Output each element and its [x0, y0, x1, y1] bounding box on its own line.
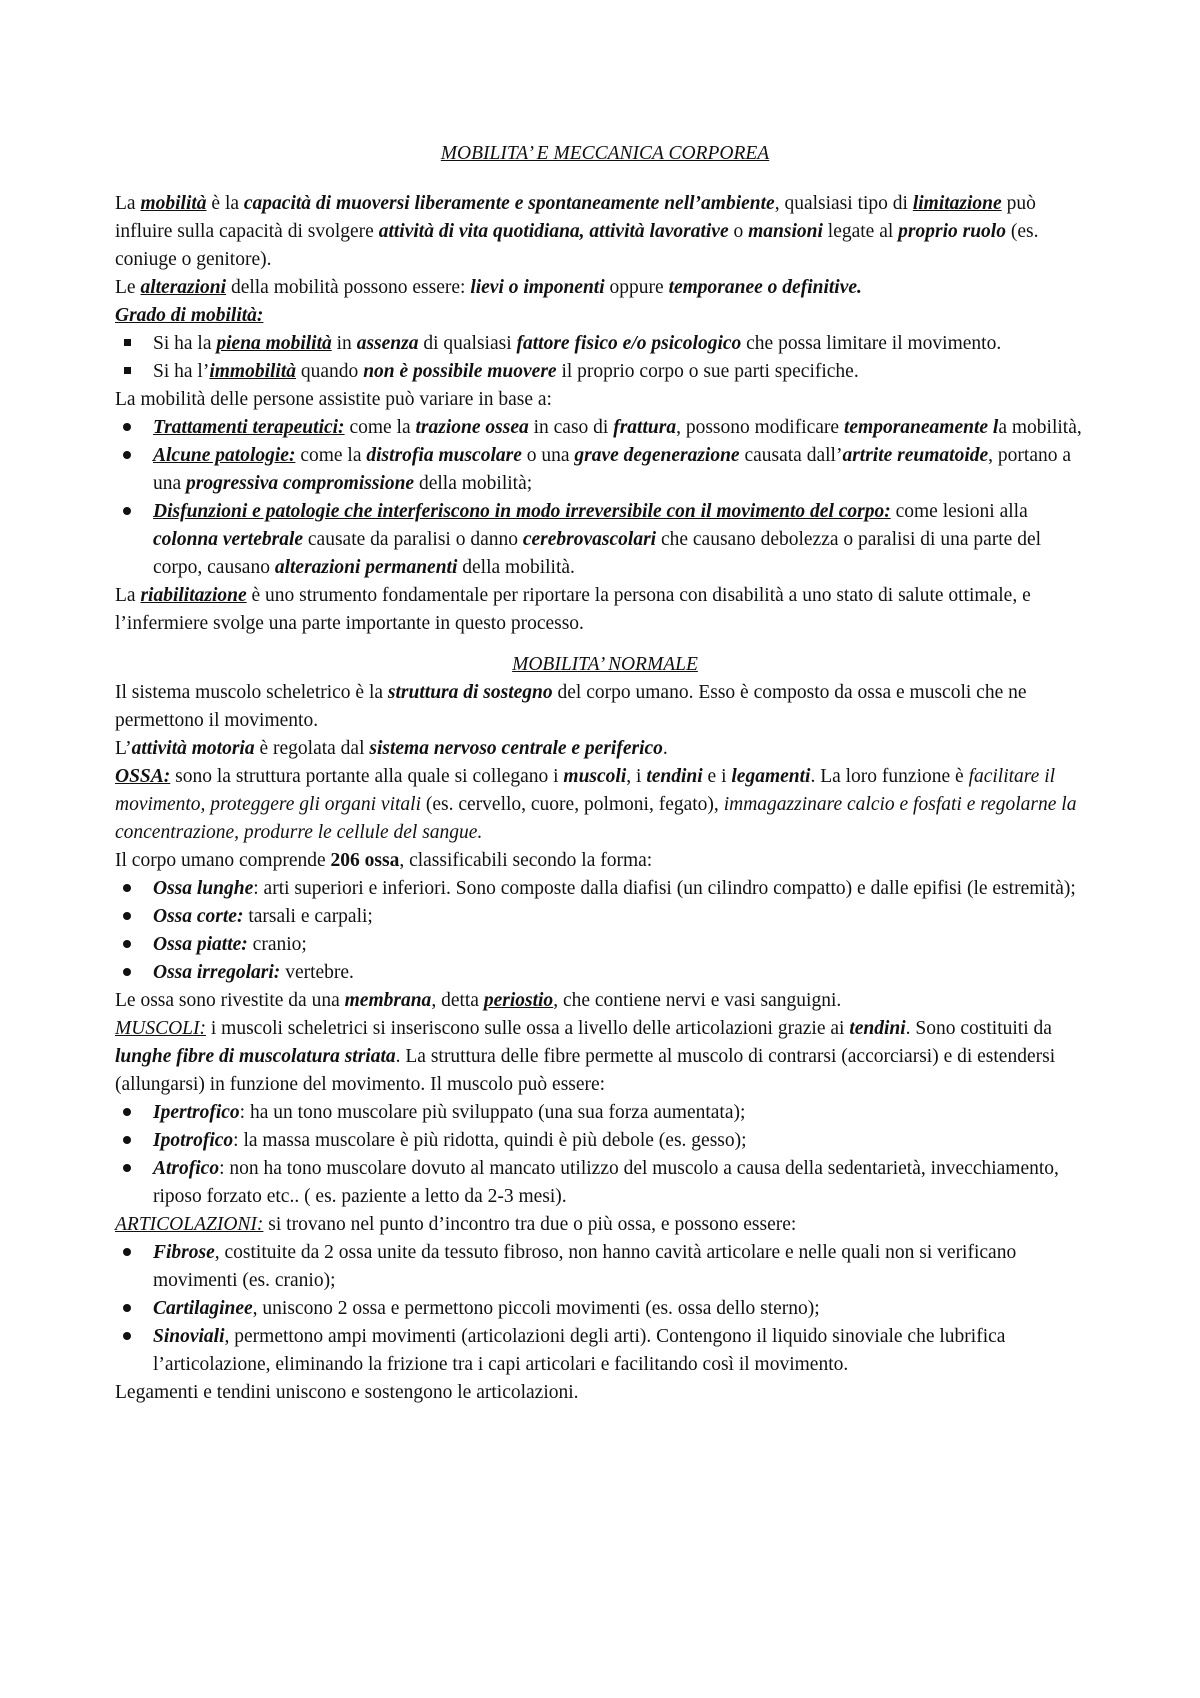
- round-bullet-icon: [115, 1155, 139, 1183]
- paragraph: [115, 735, 1095, 763]
- list-item: [115, 959, 1095, 987]
- text-run: in: [331, 333, 357, 354]
- emphasized-text: Atrofico: [153, 1158, 220, 1179]
- emphasized-text: distrofia muscolare: [366, 445, 522, 466]
- text-run: della mobilità;: [414, 473, 533, 494]
- emphasized-text: limitazione: [912, 193, 1002, 214]
- emphasized-text: tendini: [646, 766, 703, 787]
- text-run: . La loro funzione è: [810, 766, 969, 787]
- emphasized-text: cerebrovascolari: [522, 529, 657, 550]
- text-run: , permettono ampi movimenti (articolazioni degli arti). Contengono il liquido sinoviale che lubrifica l’articolazione, eliminando la frizione tra i capi articolari e facilitando così il movimento.: [153, 1326, 1006, 1375]
- text-run: oppure: [604, 277, 669, 298]
- emphasized-text: tendini: [849, 1018, 906, 1039]
- emphasized-text: Ossa irregolari:: [153, 962, 281, 983]
- list-item: [115, 1239, 1095, 1295]
- emphasized-text: Disfunzioni e patologie che interferiscono in modo irreversibile con il movimento del corpo:: [153, 501, 891, 522]
- text-run: , costituite da 2 ossa unite da tessuto fibroso, non hanno cavità articolare e nelle quali non si verificano movimenti (es. cranio);: [153, 1242, 1017, 1291]
- emphasized-text: alterazioni permanenti: [274, 557, 458, 578]
- emphasized-text: immagazzinare calcio e fosfati e regolarne la concentrazione, produrre le cellule del sangue.: [115, 794, 1077, 843]
- emphasized-text: Cartilaginee: [153, 1298, 253, 1319]
- emphasized-text: alterazioni: [140, 277, 227, 298]
- emphasized-text: mobilità: [140, 193, 207, 214]
- list-item: [115, 931, 1095, 959]
- text-run: causate da paralisi o danno: [303, 529, 523, 550]
- text-run: : non ha tono muscolare dovuto al mancato utilizzo del muscolo a causa della sedentarietà, invecchiamento, riposo forzato etc.. ( es. paziente a letto da 2-3 mesi).: [153, 1158, 1059, 1207]
- text-run: , portano a una: [153, 445, 1072, 494]
- section-mobilita-normale: [115, 679, 1095, 1407]
- round-bullet-icon: [115, 1127, 139, 1155]
- emphasized-text: muscoli: [563, 766, 627, 787]
- text-run: cranio;: [247, 934, 307, 955]
- list-item: [115, 1295, 1095, 1323]
- text-run: Si ha l’: [153, 361, 210, 382]
- text-run: , detta: [431, 990, 484, 1011]
- emphasized-text: Ossa piatte:: [153, 934, 248, 955]
- emphasized-text: temporaneamente l: [843, 417, 999, 438]
- emphasized-text: attività di vita quotidiana, attività lavorative: [378, 221, 729, 242]
- emphasized-text: Fibrose: [153, 1242, 215, 1263]
- text-run: vertebre.: [280, 962, 354, 983]
- emphasized-text: OSSA:: [115, 766, 171, 787]
- text-run: è uno strumento fondamentale per riportare la persona con disabilità a uno stato di salute ottimale, e l’infermiere svolge una parte importante in questo processo.: [115, 585, 1031, 634]
- list-item: [115, 1155, 1095, 1211]
- emphasized-text: grave degenerazione: [574, 445, 740, 466]
- list-item: [115, 498, 1095, 582]
- text-run: legate al: [822, 221, 899, 242]
- emphasized-text: piena mobilità: [216, 333, 332, 354]
- text-run: , qualsiasi tipo di: [774, 193, 913, 214]
- emphasized-text: periostio: [483, 990, 554, 1011]
- list-item: [115, 330, 1095, 358]
- emphasized-text: lievi o imponenti: [470, 277, 605, 298]
- round-bullet-icon: [115, 1239, 139, 1267]
- text-run: il proprio corpo o sue parti specifiche.: [556, 361, 859, 382]
- emphasized-text: Ossa lunghe: [153, 878, 254, 899]
- emphasized-text: facilitare il movimento, proteggere gli organi vitali: [115, 766, 1056, 815]
- paragraph: [115, 1015, 1095, 1099]
- text-run: . La struttura delle fibre permette al muscolo di contrarsi (accorciarsi) e di estendersi (allungarsi) in funzione del movimento. Il muscolo può essere:: [115, 1046, 1056, 1095]
- emphasized-text: proprio ruolo: [898, 221, 1006, 242]
- text-run: L’: [115, 738, 132, 759]
- text-run: del corpo umano. Esso è composto da ossa e muscoli che ne permettono il movimento.: [115, 682, 1027, 731]
- emphasized-text: frattura: [613, 417, 677, 438]
- emphasized-text: Sinoviali: [153, 1326, 225, 1347]
- round-bullet-icon: [115, 414, 139, 442]
- paragraph: [115, 274, 1095, 302]
- text-run: , classificabili secondo la forma:: [399, 850, 653, 871]
- section-title-mobilita-normale: MOBILITA’ NORMALE: [512, 654, 698, 675]
- round-bullet-icon: [115, 1295, 139, 1323]
- emphasized-text: Trattamenti terapeutici:: [153, 417, 345, 438]
- text-run: , uniscono 2 ossa e permettono piccoli movimenti (es. ossa dello sterno);: [252, 1298, 820, 1319]
- round-bullet-icon: [115, 931, 139, 959]
- text-run: sono la struttura portante alla quale si collegano i: [170, 766, 564, 787]
- text-run: .: [662, 738, 668, 759]
- bullet-list: [115, 1099, 1095, 1211]
- paragraph: [115, 1379, 1095, 1407]
- emphasized-text: trazione ossea: [415, 417, 529, 438]
- text-run: come lesioni alla: [890, 501, 1028, 522]
- text-run: La mobilità delle persone assistite può variare in base a:: [115, 389, 552, 410]
- text-run: si trovano nel punto d’incontro tra due o più ossa, e possono essere:: [263, 1214, 797, 1235]
- text-run: che possa limitare il movimento.: [741, 333, 1002, 354]
- text-run: è la: [206, 193, 244, 214]
- document-title: MOBILITA’ E MECCANICA CORPOREA: [440, 143, 770, 164]
- text-run: (es. cervello, cuore, polmoni, fegato),: [421, 794, 724, 815]
- paragraph: [115, 847, 1095, 875]
- text-run: o una: [521, 445, 575, 466]
- round-bullet-icon: [115, 498, 139, 526]
- text-run: Le: [115, 277, 141, 298]
- text-run: : arti superiori e inferiori. Sono composte dalla diafisi (un cilindro compatto) e dalle epifisi (le estremità);: [253, 878, 1076, 899]
- text-run: della mobilità.: [457, 557, 575, 578]
- text-run: della mobilità possono essere:: [226, 277, 471, 298]
- paragraph: [115, 582, 1095, 638]
- text-run: a mobilità,: [998, 417, 1082, 438]
- text-run: e i: [702, 766, 732, 787]
- text-run: Le ossa sono rivestite da una: [115, 990, 345, 1011]
- round-bullet-icon: [115, 1099, 139, 1127]
- bullet-list: [115, 330, 1095, 386]
- emphasized-text: mansioni: [748, 221, 823, 242]
- round-bullet-icon: [115, 959, 139, 987]
- emphasized-text: struttura di sostegno: [387, 682, 553, 703]
- emphasized-text: assenza: [356, 333, 419, 354]
- text-run: . Sono costituiti da: [905, 1018, 1052, 1039]
- emphasized-text: Ipertrofico: [153, 1102, 240, 1123]
- emphasized-text: Ipotrofico: [153, 1130, 234, 1151]
- text-run: : la massa muscolare è più ridotta, quindi è più debole (es. gesso);: [233, 1130, 747, 1151]
- emphasized-text: sistema nervoso centrale e periferico: [369, 738, 663, 759]
- text-run: La: [115, 193, 141, 214]
- text-run: Si ha la: [153, 333, 217, 354]
- emphasized-text: Alcune patologie:: [153, 445, 296, 466]
- text-run: come la: [295, 445, 367, 466]
- text-run: quando: [296, 361, 364, 382]
- text-run: di qualsiasi: [418, 333, 517, 354]
- emphasized-text: fattore fisico e/o psicologico: [516, 333, 742, 354]
- text-run: è regolata dal: [254, 738, 370, 759]
- emphasized-text: non è possibile muovere: [363, 361, 557, 382]
- text-run: La: [115, 585, 141, 606]
- text-run: che causano debolezza o paralisi di una parte del corpo, causano: [153, 529, 1042, 578]
- text-run: Legamenti e tendini uniscono e sostengono le articolazioni.: [115, 1382, 579, 1403]
- emphasized-text: lunghe fibre di muscolatura striata: [115, 1046, 396, 1067]
- text-run: : ha un tono muscolare più sviluppato (una sua forza aumentata);: [239, 1102, 746, 1123]
- square-bullet-icon: [115, 358, 139, 386]
- emphasized-text: Ossa corte:: [153, 906, 244, 927]
- text-run: o: [728, 221, 749, 242]
- paragraph: [115, 763, 1095, 847]
- square-bullet-icon: [115, 330, 139, 358]
- list-item: [115, 1127, 1095, 1155]
- list-item: [115, 1099, 1095, 1127]
- emphasized-text: legamenti: [731, 766, 811, 787]
- paragraph: [115, 190, 1095, 274]
- paragraph: [115, 386, 1095, 414]
- emphasized-text: progressiva compromissione: [186, 473, 415, 494]
- paragraph: [115, 302, 1095, 330]
- text-run: in caso di: [528, 417, 614, 438]
- round-bullet-icon: [115, 875, 139, 903]
- text-run: può influire sulla capacità di svolgere: [115, 193, 1036, 242]
- text-run: causata dall’: [739, 445, 843, 466]
- text-run: i muscoli scheletrici si inseriscono sulle ossa a livello delle articolazioni grazie ai: [206, 1018, 850, 1039]
- text-run: come la: [344, 417, 416, 438]
- emphasized-text: immobilità: [209, 361, 297, 382]
- text-run: Il sistema muscolo scheletrico è la: [115, 682, 388, 703]
- text-run: (es. coniuge o genitore).: [115, 221, 1039, 270]
- list-item: [115, 414, 1095, 442]
- paragraph: [115, 987, 1095, 1015]
- emphasized-text: 206 ossa: [330, 850, 400, 871]
- text-run: , che contiene nervi e vasi sanguigni.: [553, 990, 842, 1011]
- emphasized-text: capacità di muoversi liberamente e spontaneamente nell’ambiente: [243, 193, 775, 214]
- emphasized-text: colonna vertebrale: [153, 529, 304, 550]
- emphasized-text: MUSCOLI:: [115, 1018, 206, 1039]
- text-run: tarsali e carpali;: [243, 906, 373, 927]
- text-run: , i: [626, 766, 647, 787]
- round-bullet-icon: [115, 1323, 139, 1351]
- emphasized-text: temporanee o definitive.: [668, 277, 862, 298]
- emphasized-text: membrana: [344, 990, 432, 1011]
- list-item: [115, 442, 1095, 498]
- emphasized-text: Grado di mobilità:: [115, 305, 264, 326]
- list-item: [115, 875, 1095, 903]
- emphasized-text: attività motoria: [131, 738, 255, 759]
- text-run: Il corpo umano comprende: [115, 850, 331, 871]
- emphasized-text: riabilitazione: [140, 585, 247, 606]
- paragraph: [115, 1211, 1095, 1239]
- round-bullet-icon: [115, 442, 139, 470]
- bullet-list: [115, 875, 1095, 987]
- list-item: [115, 358, 1095, 386]
- section-mobilita-intro: [115, 190, 1095, 638]
- emphasized-text: ARTICOLAZIONI:: [115, 1214, 264, 1235]
- paragraph: [115, 679, 1095, 735]
- emphasized-text: artrite reumatoide: [842, 445, 989, 466]
- bullet-list: [115, 1239, 1095, 1379]
- bullet-list: [115, 414, 1095, 582]
- round-bullet-icon: [115, 903, 139, 931]
- document-content: [115, 140, 1095, 1407]
- list-item: [115, 1323, 1095, 1379]
- list-item: [115, 903, 1095, 931]
- text-run: , possono modificare: [676, 417, 844, 438]
